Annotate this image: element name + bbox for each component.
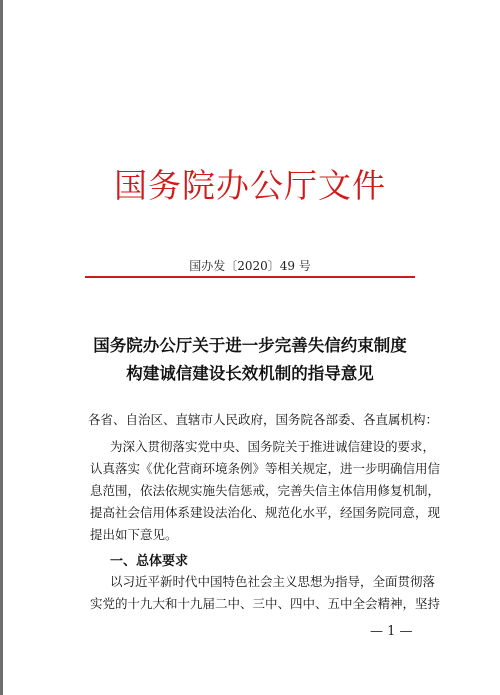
intro-paragraph-line: 提出如下意见。 — [90, 527, 178, 542]
page-number: — 1 — — [370, 624, 413, 639]
document-title-line-1: 国务院办公厅关于进一步完善失信约束制度 — [93, 336, 407, 355]
intro-paragraph-line: 提高社会信用体系建设法治化、规范化水平，经国务院同意，现 — [90, 505, 441, 520]
intro-paragraph-line: 认真落实《优化营商环境条例》等相关规定，进一步明确信用信 — [90, 461, 441, 476]
document-header-title: 国务院办公厅文件 — [114, 166, 386, 205]
intro-paragraph-line: 为深入贯彻落实党中央、国务院关于推进诚信建设的要求， — [110, 439, 436, 454]
addressee-line: 各省、自治区、直辖市人民政府，国务院各部委、各直属机构： — [88, 412, 439, 427]
section-paragraph-line: 以习近平新时代中国特色社会主义思想为指导，全面贯彻落 — [110, 574, 436, 589]
document-title-line-2: 构建诚信建设长效机制的指导意见 — [126, 364, 374, 383]
section-heading-overall-requirements: 一、总体要求 — [110, 554, 189, 569]
section-paragraph-line: 实党的十九大和十九届二中、三中、四中、五中全会精神，坚持 — [90, 596, 441, 611]
red-separator-line — [85, 276, 415, 278]
document-number: 国办发〔2020〕49 号 — [189, 259, 311, 273]
intro-paragraph-line: 息范围，依法依规实施失信惩戒，完善失信主体信用修复机制， — [90, 483, 441, 498]
